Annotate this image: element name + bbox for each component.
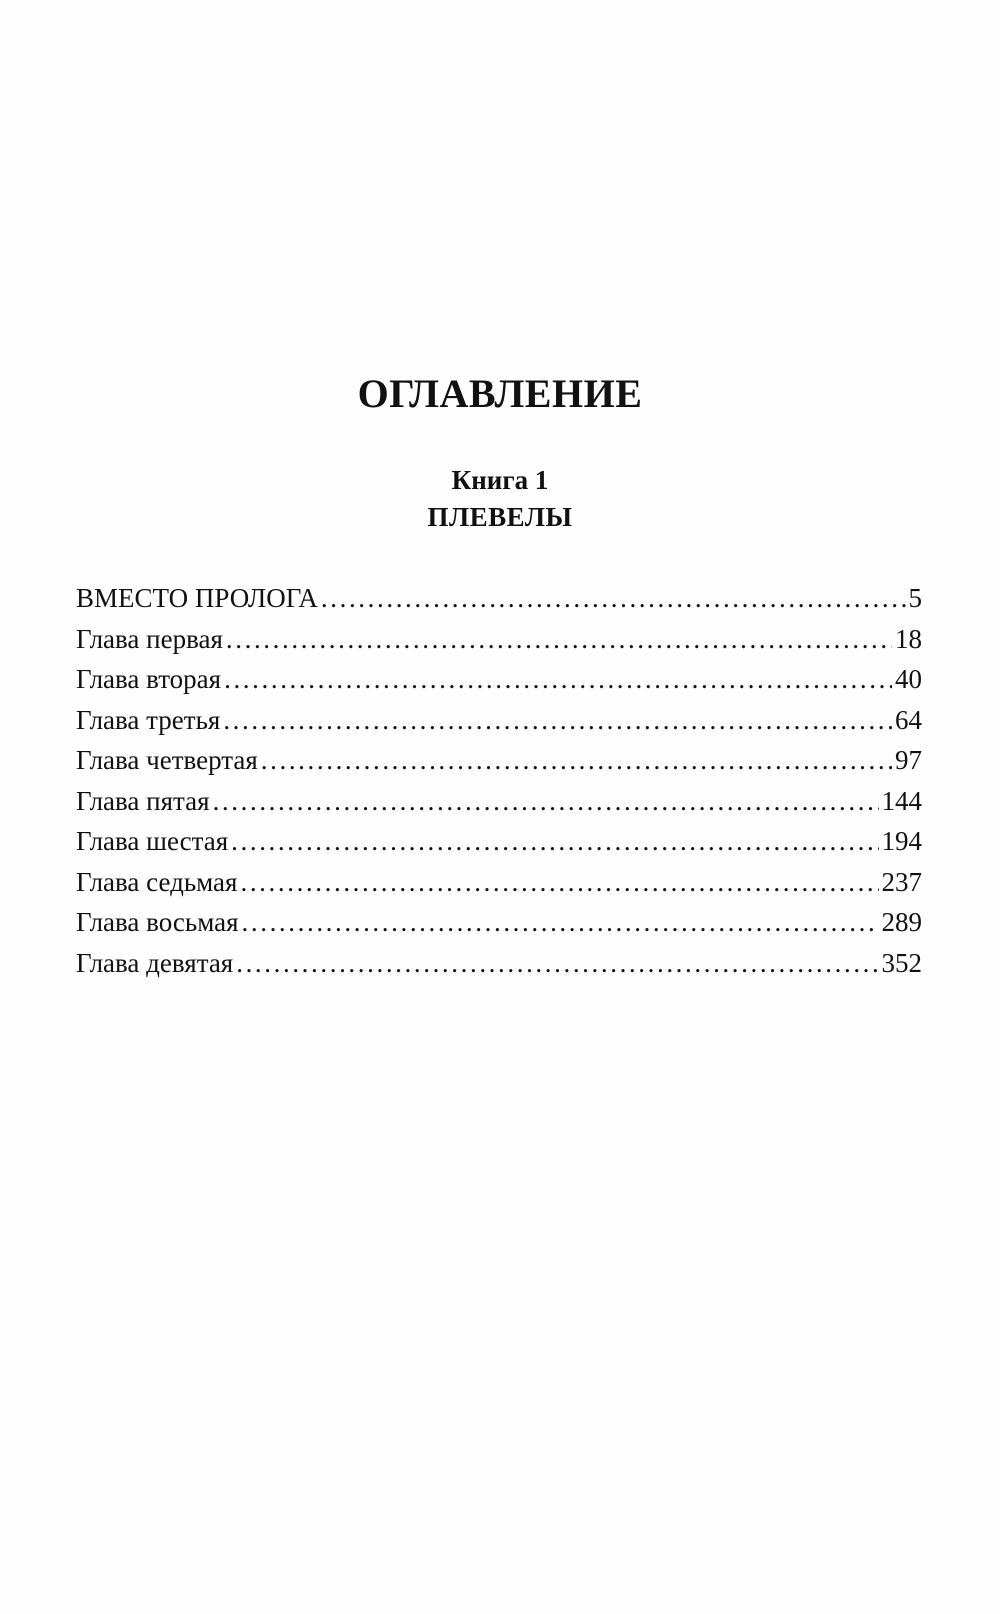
toc-entry[interactable] [76, 619, 922, 660]
toc-entry[interactable] [76, 578, 922, 619]
toc-entry-label: Глава четвертая [76, 745, 258, 775]
dot-leader [240, 862, 878, 903]
toc-entry-page: 352 [881, 947, 922, 978]
toc-entry-page: 5 [908, 583, 922, 613]
dot-leader [224, 659, 892, 700]
toc-entry-label: Глава шестая [76, 826, 229, 856]
book-title: ПЛЕВЕЛЫ [427, 502, 573, 532]
toc-entry-label: Глава девятая [76, 947, 234, 978]
dot-leader [213, 781, 879, 822]
toc-entry[interactable] [76, 821, 922, 862]
book-number: Книга 1 [451, 465, 549, 495]
toc-entry[interactable] [76, 659, 922, 700]
toc-entry-page: 18 [895, 623, 922, 654]
toc-entry-page: 144 [881, 785, 922, 816]
toc-entry-label: Глава восьмая [76, 907, 239, 937]
toc-entry-label: Глава первая [76, 623, 223, 654]
dot-leader [261, 740, 892, 781]
toc-entry[interactable] [76, 943, 922, 984]
toc-entry[interactable] [76, 862, 922, 903]
toc-entry-page: 289 [881, 907, 922, 937]
toc-entry-label: Глава пятая [76, 785, 210, 816]
toc-entry[interactable] [76, 781, 922, 822]
dot-leader [236, 943, 878, 984]
toc-entry-page: 237 [881, 866, 922, 897]
toc-entry[interactable] [76, 902, 922, 943]
dot-leader [321, 578, 906, 619]
dot-leader [231, 821, 878, 862]
table-of-contents [76, 578, 922, 983]
dot-leader [242, 902, 879, 943]
toc-entry-label: Глава вторая [76, 664, 222, 694]
dot-leader [223, 700, 892, 741]
toc-entry-page: 97 [895, 745, 922, 775]
toc-entry-page: 40 [895, 664, 922, 694]
toc-entry-page: 64 [895, 704, 922, 735]
toc-entry-label: Глава третья [76, 704, 221, 735]
toc-entry[interactable] [76, 700, 922, 741]
toc-entry-label: Глава седьмая [76, 866, 238, 897]
toc-entry[interactable] [76, 740, 922, 781]
toc-entry-page: 194 [881, 826, 922, 856]
toc-entry-label: ВМЕСТО ПРОЛОГА [76, 583, 318, 613]
page-title: ОГЛАВЛЕНИЕ [357, 371, 643, 416]
dot-leader [226, 619, 892, 660]
